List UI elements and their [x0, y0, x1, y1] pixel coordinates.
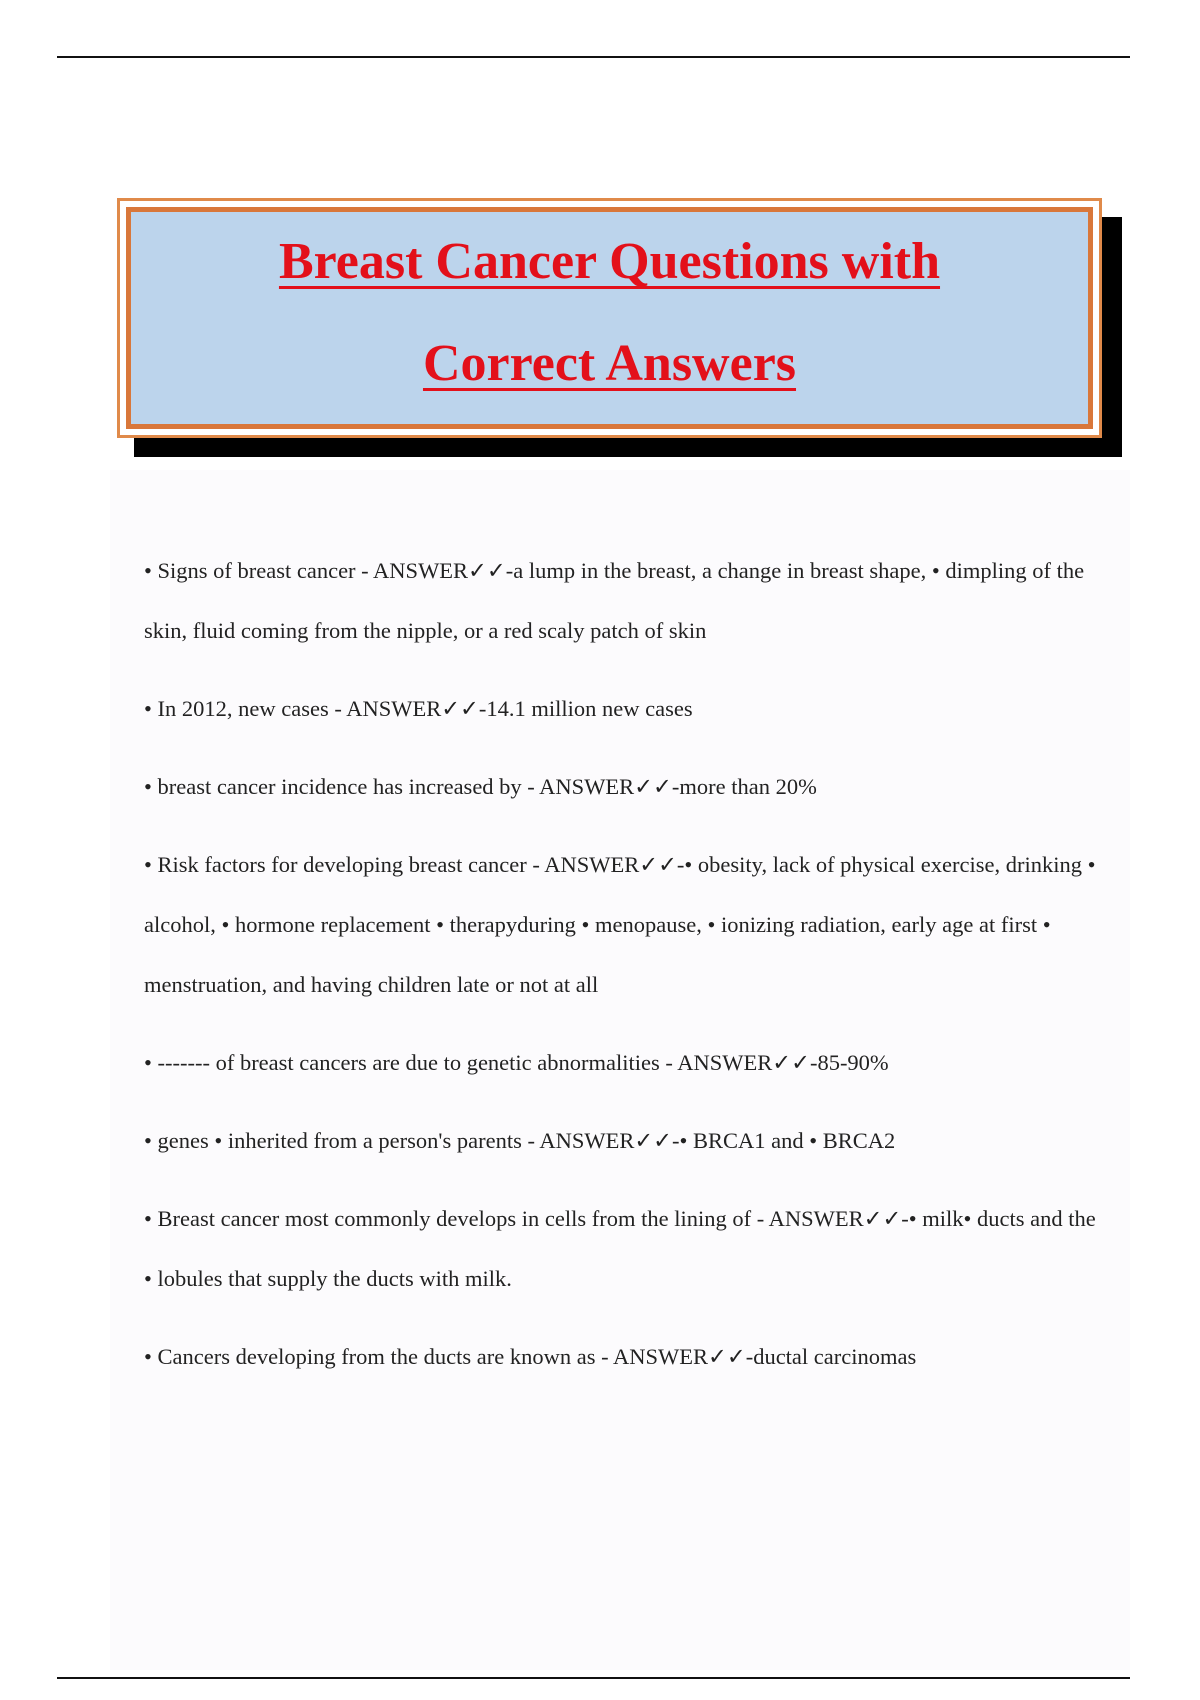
title-box-inner	[126, 207, 1093, 429]
qa-item: • Signs of breast cancer - ANSWER✓✓-a lump in the breast, a change in breast shape, • dimpling of the skin, fluid coming from the nipple, or a red scaly patch of skin	[144, 558, 1085, 643]
bottom-rule	[57, 1677, 1130, 1679]
qa-item: • Breast cancer most commonly develops in cells from the lining of - ANSWER✓✓-• milk• ducts and the • lobules that supply the ducts with milk.	[144, 1206, 1096, 1291]
title-line-2: Correct Answers	[422, 335, 797, 392]
qa-item: • Cancers developing from the ducts are known as - ANSWER✓✓-ductal carcinomas	[144, 1344, 917, 1369]
qa-item: • Risk factors for developing breast cancer - ANSWER✓✓-• obesity, lack of physical exercise, drinking • alcohol, • hormone replacement • therapyduring • menopause, • ionizing radiation, early age at first • menstruation, and having children late or not at all	[144, 852, 1096, 997]
qa-item: • ------- of breast cancers are due to genetic abnormalities - ANSWER✓✓-85-90%	[144, 1050, 889, 1075]
qa-item: • In 2012, new cases - ANSWER✓✓-14.1 million new cases	[144, 696, 693, 721]
qa-item: • breast cancer incidence has increased by - ANSWER✓✓-more than 20%	[144, 774, 817, 799]
title-box	[117, 198, 1102, 438]
title-line-1: Breast Cancer Questions with	[278, 233, 941, 290]
qa-item: • genes • inherited from a person's parents - ANSWER✓✓-• BRCA1 and • BRCA2	[144, 1128, 896, 1153]
qa-list	[144, 541, 1104, 1405]
top-rule	[57, 56, 1130, 58]
